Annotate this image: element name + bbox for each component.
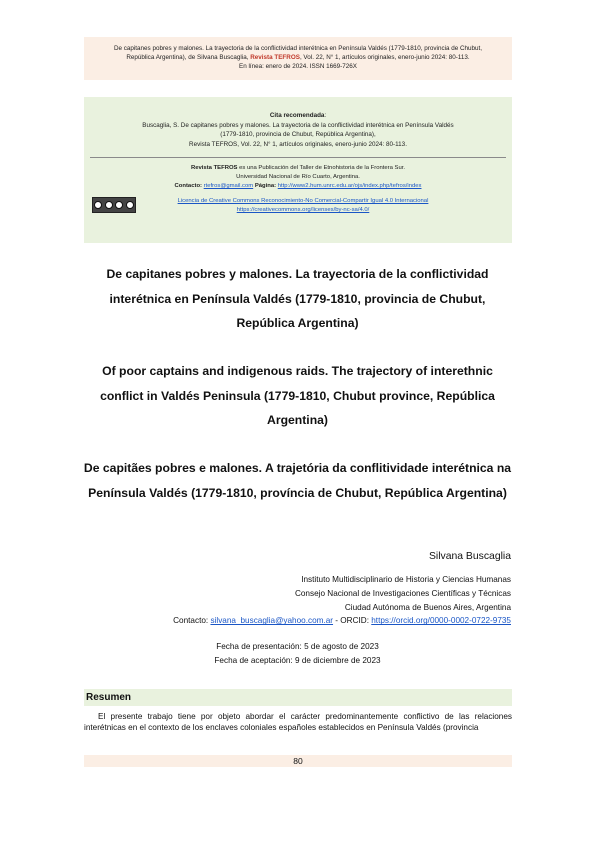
divider xyxy=(90,157,506,158)
author-affiliation xyxy=(173,573,511,628)
license-link[interactable]: Licencia de Creative Commons Reconocimiento-No Comercial-Compartir Igual 4.0 Internacional xyxy=(177,198,429,205)
creative-commons-icon[interactable] xyxy=(92,197,136,213)
title-spanish: De capitanes pobres y malones. La trayectoria de la conflictividad interétnica en Península Valdés (1779-1810, provincia de Chubut, República Argentina) xyxy=(106,267,489,330)
citation-heading: Cita recomendada: xyxy=(269,112,327,119)
date-accepted: Fecha de aceptación: 9 de diciembre de 2023 xyxy=(214,656,381,665)
affiliation-1: Instituto Multidisciplinario de Historia y Ciencias Humanas xyxy=(301,575,511,584)
citation-line-2: (1779-1810, provincia de Chubut, República Argentina), xyxy=(220,131,376,139)
author-name: Silvana Buscaglia xyxy=(428,551,511,562)
submission-dates xyxy=(0,640,595,668)
license-row xyxy=(90,197,506,215)
publisher-line: Revista TEFROS es una Publicación del Taller de Etnohistoria de la Frontera Sur. xyxy=(190,165,406,172)
header-line-3: En línea: enero de 2024. ISSN 1669-726X xyxy=(239,63,357,71)
journal-header xyxy=(84,37,512,80)
abstract-text: El presente trabajo tiene por objeto abordar el carácter predominantemente conflictivo de las relaciones interétnicas en el contexto de los enclaves coloniales españoles establecidos en Península Valdés (provincia xyxy=(84,712,512,732)
citation-line-3: Revista TEFROS, Vol. 22, N° 1, artículos originales, enero-junio 2024: 80-113. xyxy=(189,140,407,148)
affiliation-2: Consejo Nacional de Investigaciones Científicas y Técnicas xyxy=(294,588,511,598)
university-line: Universidad Nacional de Río Cuarto, Argentina. xyxy=(236,174,360,181)
author-email-link[interactable]: silvana_buscaglia@yahoo.com.ar xyxy=(210,616,334,626)
license-url-link[interactable]: https://creativecommons.org/licenses/by-nc-sa/4.0/ xyxy=(236,207,370,214)
citation-line-1: Buscaglia, S. De capitanes pobres y malones. La trayectoria de la conflictividad interétnica en Península Valdés xyxy=(142,121,454,129)
affiliation-3: Ciudad Autónoma de Buenos Aires, Argentina xyxy=(344,602,511,612)
contact-line: Contacto: rtefros@gmail.com Página: http://www2.hum.unrc.edu.ar/ojs/index.php/tefros/index xyxy=(174,183,422,190)
journal-name: Revista TEFROS xyxy=(250,54,300,62)
page-number: 80 xyxy=(84,755,512,767)
journal-page-link[interactable]: http://www2.hum.unrc.edu.ar/ojs/index.php/tefros/index xyxy=(277,183,422,190)
orcid-link[interactable]: https://orcid.org/0000-0002-0722-9735 xyxy=(371,616,511,626)
abstract-heading: Resumen xyxy=(84,689,512,706)
title-portuguese: De capitães pobres e malones. A trajetória da conflitividade interétnica na Península Valdés (1779-1810, província de Chubut, República Argentina) xyxy=(83,461,512,500)
title-english: Of poor captains and indigenous raids. The trajectory of interethnic conflict in Valdés Peninsula (1779-1810, Chubut province, República Argentina) xyxy=(100,364,495,427)
author-contact: Contacto: silvana_buscaglia@yahoo.com.ar - ORCID: https://orcid.org/0000-0002-0722-9735 xyxy=(173,616,511,626)
date-submitted: Fecha de presentación: 5 de agosto de 2023 xyxy=(216,642,379,651)
citation-box xyxy=(84,97,512,243)
header-line-2: República Argentina), de Silvana Buscaglia, Revista TEFROS, Vol. 22, N° 1, artículos originales, enero-junio 2024: 80-113. xyxy=(126,54,470,62)
journal-email-link[interactable]: rtefros@gmail.com xyxy=(203,183,254,190)
header-line-1: De capitanes pobres y malones. La trayectoria de la conflictividad interétnica en Península Valdés (1779-1810, provincia de Chubut, xyxy=(113,45,483,52)
license-text xyxy=(140,197,466,215)
